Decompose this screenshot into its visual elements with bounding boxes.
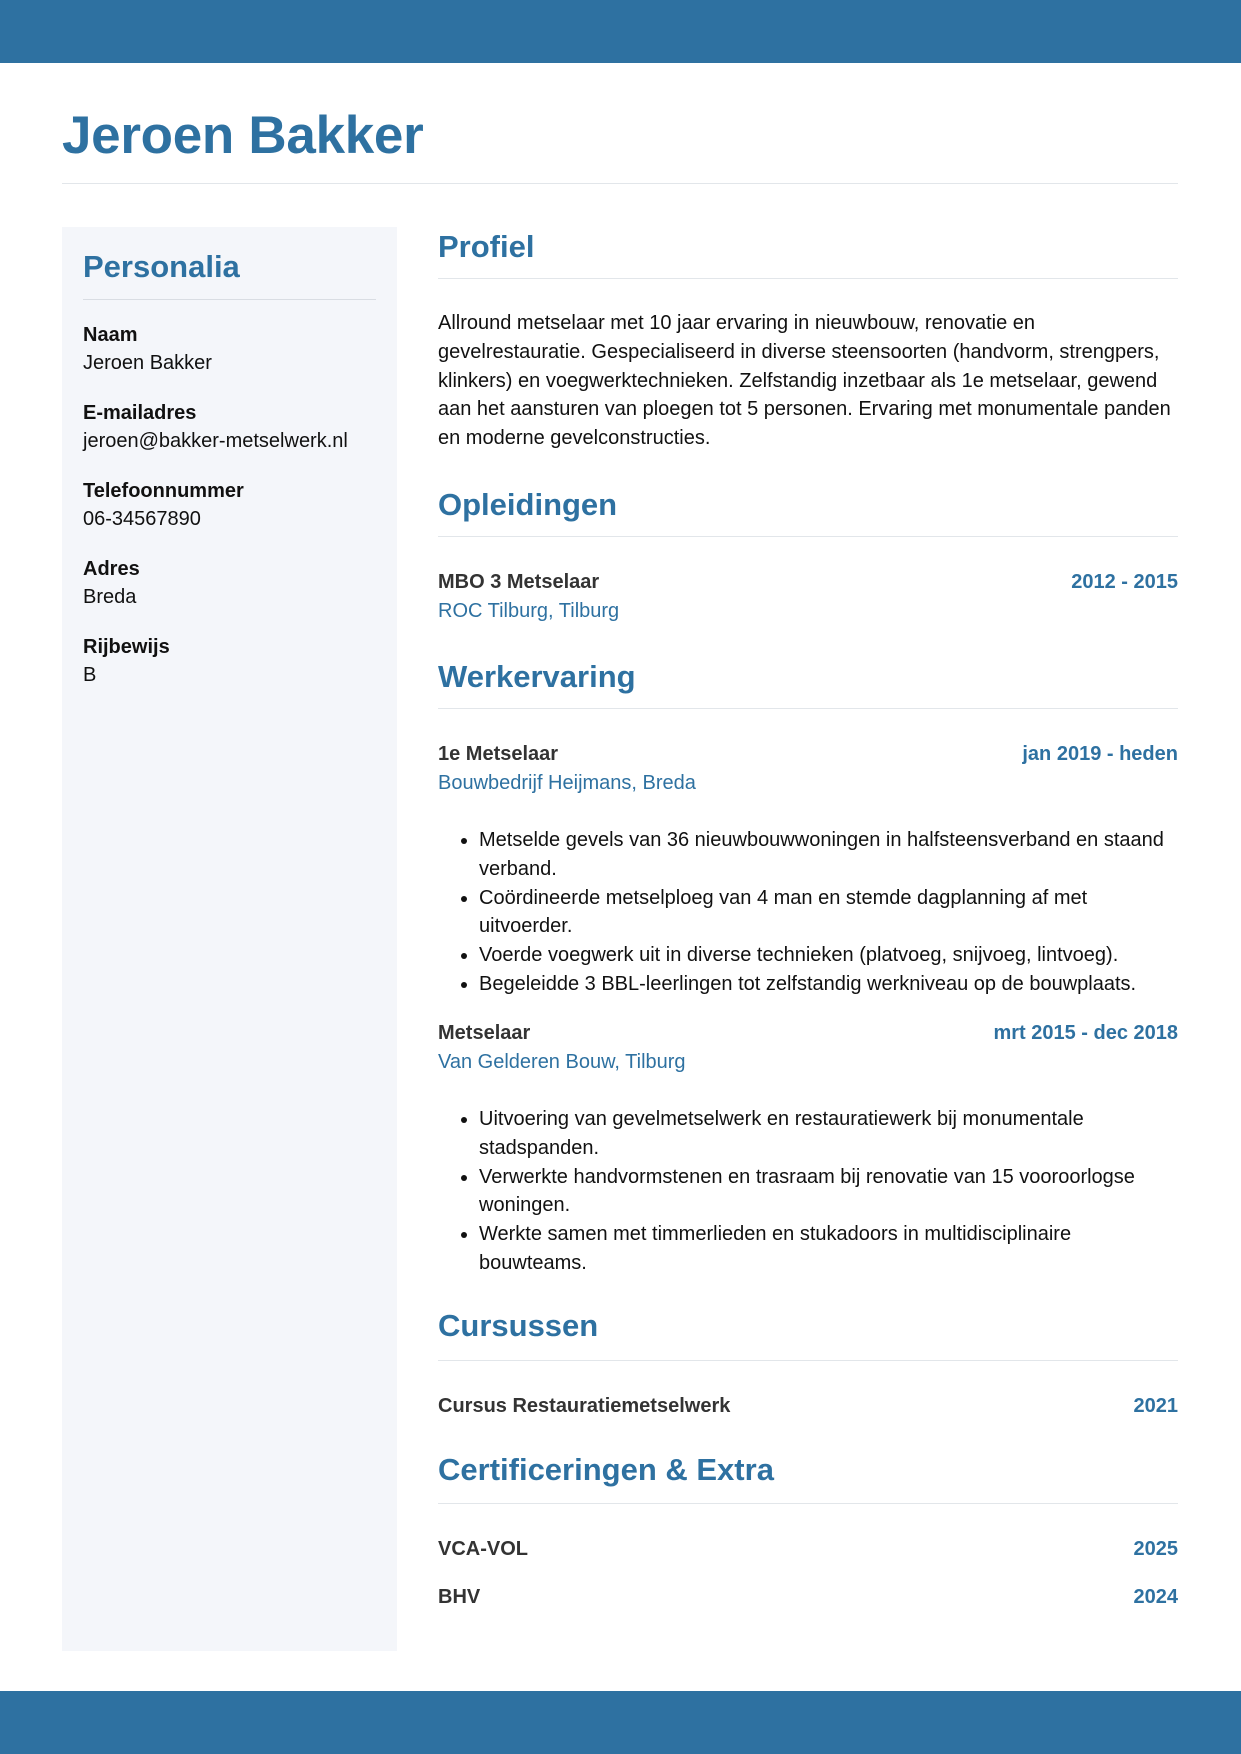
section-title-cursussen: Cursussen	[438, 1308, 599, 1343]
page-title: Jeroen Bakker	[62, 106, 424, 165]
personal-value: jeroen@bakker-metselwerk.nl	[83, 430, 348, 452]
personal-label: Adres	[83, 558, 140, 580]
job-bullet-list	[438, 826, 1178, 999]
bottom-banner	[0, 1691, 1241, 1754]
list-item: • Werkte samen met timmerlieden en stukadoors in multidisciplinaire bouwteams.	[479, 1220, 1178, 1278]
job-title: 1e Metselaar	[438, 743, 559, 765]
section-title-opleidingen: Opleidingen	[438, 487, 618, 522]
section-divider	[438, 1503, 1178, 1504]
profile-text: Allround metselaar met 10 jaar ervaring in nieuwbouw, renovatie en gevelrestauratie. Gespecialiseerd in diverse steensoorten (handvorm, strengpers, klinkers) en voegwerktechnieken. Zelfstandig inzetbaar als 1e metselaar, gewend aan het aansturen van ploegen tot 5 personen. Ervaring met monumentale panden en moderne gevelconstructies.	[438, 312, 1171, 450]
personal-item-email	[83, 399, 376, 477]
section-divider	[438, 708, 1178, 709]
list-item: • Uitvoering van gevelmetselwerk en restauratiewerk bij monumentale stadspanden.	[479, 1105, 1178, 1163]
list-item: • Begeleidde 3 BBL-leerlingen tot zelfstandig werkniveau op de bouwplaats.	[479, 970, 1178, 999]
personal-item-address	[83, 555, 376, 633]
job-date: mrt 2015 - dec 2018	[993, 1022, 1178, 1044]
entry-date: 2012 - 2015	[1071, 571, 1178, 593]
sidebar-personalia	[62, 227, 397, 1651]
job-title: Metselaar	[438, 1022, 531, 1044]
personal-label: Rijbewijs	[83, 636, 170, 658]
course-entry	[438, 1392, 1178, 1420]
certificate-date: 2024	[1133, 1586, 1178, 1608]
personal-value: Jeroen Bakker	[83, 352, 212, 374]
entry-institution: ROC Tilburg, Tilburg	[438, 600, 620, 622]
sidebar-title: Personalia	[83, 249, 240, 284]
course-title: Cursus Restauratiemetselwerk	[438, 1395, 731, 1417]
personal-label: Naam	[83, 324, 138, 346]
education-entry	[438, 568, 1178, 596]
section-divider	[438, 278, 1178, 279]
course-date: 2021	[1133, 1395, 1178, 1417]
personal-value: B	[83, 664, 97, 686]
personal-label: Telefoonnummer	[83, 480, 244, 502]
sidebar-divider	[83, 299, 376, 300]
job-entry	[438, 740, 1178, 768]
personal-item-name	[83, 321, 376, 399]
personal-value: Breda	[83, 586, 137, 608]
top-banner	[0, 0, 1241, 63]
personal-item-phone	[83, 477, 376, 555]
certificate-entry	[438, 1535, 1178, 1563]
list-item: • Coördineerde metselploeg van 4 man en stemde dagplanning af met uitvoerder.	[479, 884, 1178, 942]
list-item: • Verwerkte handvormstenen en trasraam bij renovatie van 15 vooroorlogse woningen.	[479, 1163, 1178, 1221]
section-title-werkervaring: Werkervaring	[438, 659, 636, 694]
list-item: • Metselde gevels van 36 nieuwbouwwoningen in halfsteensverband en staand verband.	[479, 826, 1178, 884]
section-title-profiel: Profiel	[438, 229, 535, 264]
certificate-title: BHV	[438, 1586, 481, 1608]
title-divider	[62, 183, 1178, 184]
personal-label: E-mailadres	[83, 402, 197, 424]
section-divider	[438, 536, 1178, 537]
certificate-date: 2025	[1133, 1538, 1178, 1560]
personal-item-license	[83, 633, 376, 711]
list-item: • Voerde voegwerk uit in diverse technieken (platvoeg, snijvoeg, lintvoeg).	[479, 941, 1178, 970]
job-bullet-list	[438, 1105, 1178, 1278]
job-date: jan 2019 - heden	[1022, 743, 1178, 765]
personal-value: 06-34567890	[83, 508, 201, 530]
job-employer: Bouwbedrijf Heijmans, Breda	[438, 772, 696, 794]
certificate-title: VCA-VOL	[438, 1538, 528, 1560]
certificate-entry	[438, 1583, 1178, 1611]
section-divider	[438, 1360, 1178, 1361]
job-employer: Van Gelderen Bouw, Tilburg	[438, 1051, 686, 1073]
job-entry	[438, 1019, 1178, 1047]
section-title-certificeringen: Certificeringen & Extra	[438, 1452, 774, 1487]
entry-title: MBO 3 Metselaar	[438, 571, 600, 593]
